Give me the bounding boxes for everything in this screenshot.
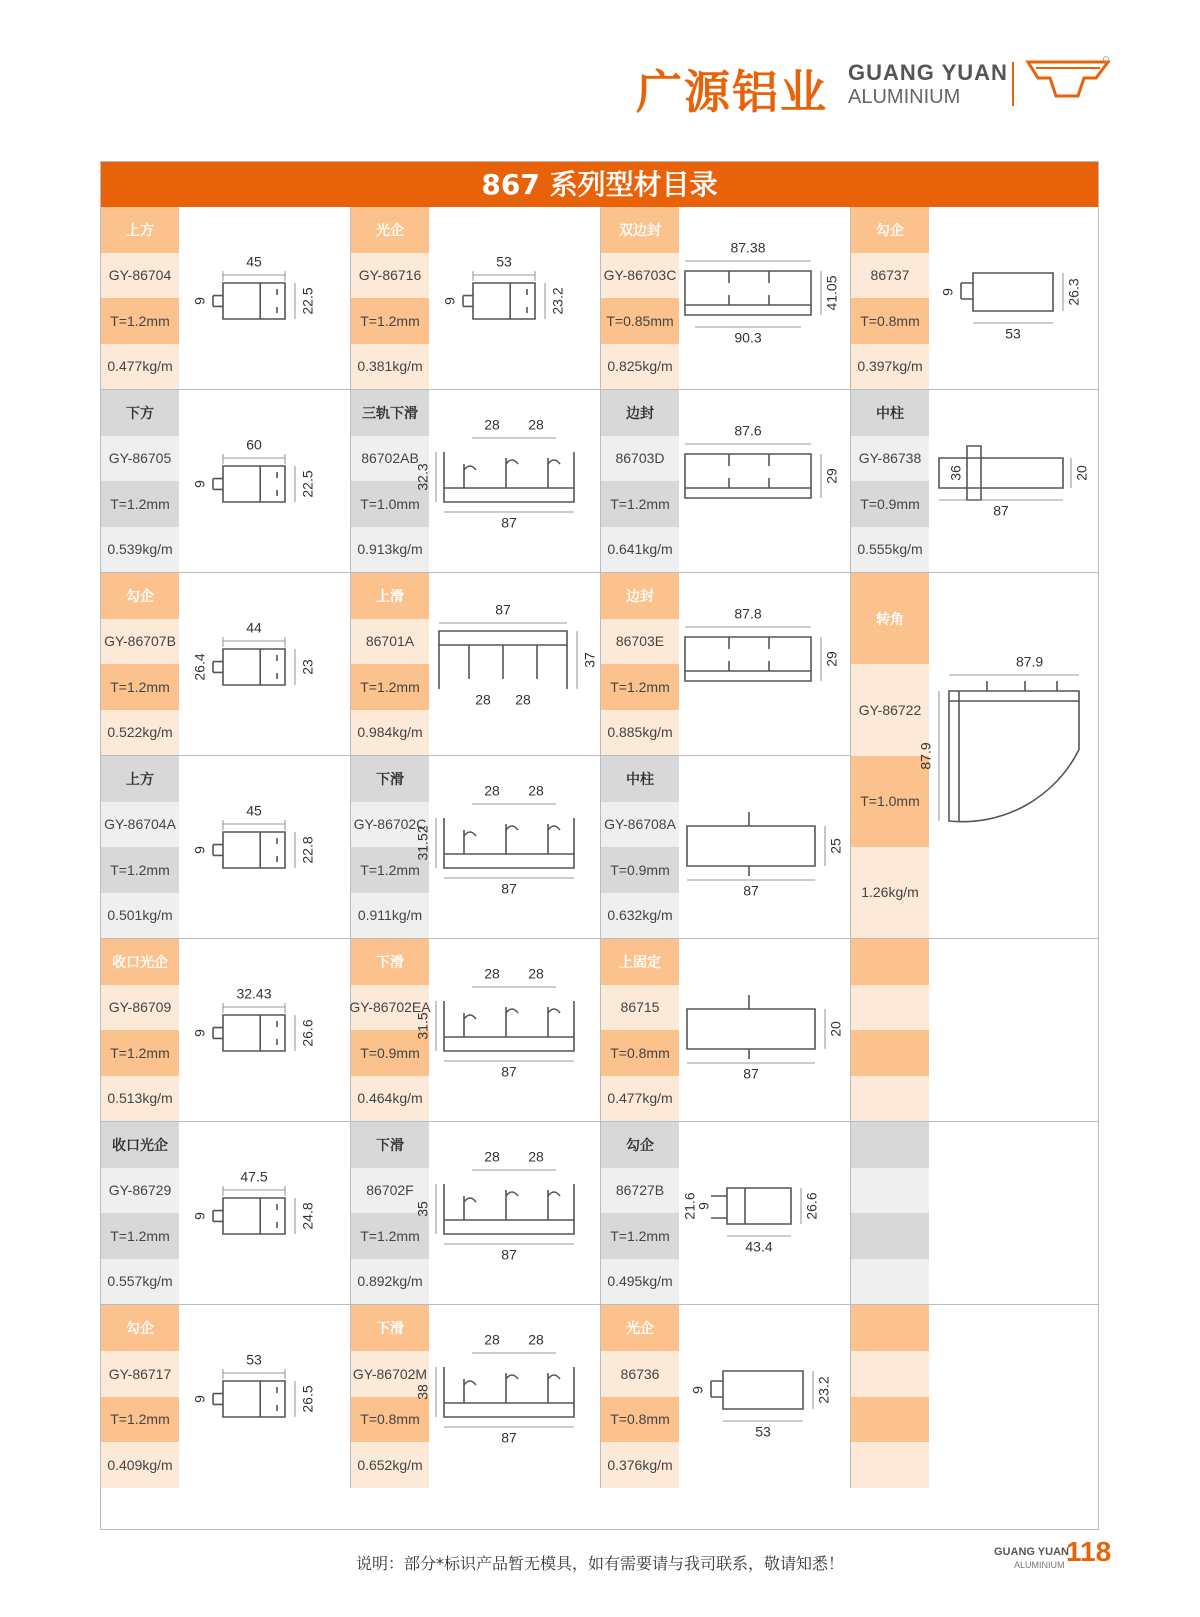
brand-name-en-sub: ALUMINIUM	[848, 86, 961, 108]
profile-thickness: T=1.0mm	[351, 481, 429, 527]
profile-name: 双边封	[601, 207, 679, 253]
dimension-label: 25	[827, 838, 844, 854]
profile-name: 边封	[601, 573, 679, 619]
profile-weight: 0.632kg/m	[601, 893, 679, 939]
profile-weight: 0.495kg/m	[601, 1259, 679, 1305]
profile-drawing	[679, 1122, 850, 1304]
profile-info	[101, 207, 179, 389]
profile-weight: 0.892kg/m	[351, 1259, 429, 1305]
dimension-label: 29	[823, 651, 840, 667]
profile-cell	[351, 390, 601, 573]
profile-drawing	[179, 207, 350, 389]
empty-info-column	[851, 939, 929, 1121]
profile-cell	[351, 207, 601, 390]
profile-name: 勾企	[851, 207, 929, 253]
profile-thickness: T=1.2mm	[351, 664, 429, 710]
page-number: 118	[1066, 1536, 1112, 1567]
profile-code: GY-86738	[851, 436, 929, 482]
profile-section-drawing	[179, 390, 350, 573]
profile-name: 光企	[351, 207, 429, 253]
empty-cell	[851, 1305, 1098, 1488]
dimension-label: 87	[501, 880, 517, 897]
profile-cell	[101, 1122, 351, 1305]
profile-info	[601, 573, 679, 755]
profile-code: GY-86702C	[351, 802, 429, 848]
profile-section-drawing	[414, 756, 600, 939]
dimension-label: 9	[689, 1386, 706, 1394]
brand-name-cn: 广源铝业	[636, 65, 828, 119]
dimension-label: 9	[191, 846, 208, 854]
profile-name: 上方	[101, 756, 179, 802]
profile-code: GY-86708A	[601, 802, 679, 848]
dimension-label: 31.52	[414, 825, 431, 861]
profile-section-drawing	[429, 573, 600, 756]
dimension-label: 87.9	[917, 742, 934, 770]
profile-code: GY-86709	[101, 985, 179, 1031]
profile-cell	[101, 390, 351, 573]
dimension-label: 41.05	[823, 275, 840, 311]
dimension-label: 47.5	[240, 1168, 268, 1185]
profile-section-drawing	[679, 573, 850, 756]
empty-slot	[851, 1213, 929, 1259]
profile-code: GY-86729	[101, 1168, 179, 1214]
dimension-label: 28	[528, 965, 544, 982]
profile-info	[601, 1122, 679, 1304]
empty-cell	[851, 939, 1098, 1122]
profile-weight: 0.376kg/m	[601, 1442, 679, 1488]
profile-weight: 0.513kg/m	[101, 1076, 179, 1122]
profile-drawing	[179, 756, 350, 938]
dimension-label: 28	[484, 965, 500, 982]
profile-section-drawing	[414, 939, 600, 1122]
profile-section-drawing	[179, 573, 350, 756]
profile-name: 勾企	[101, 573, 179, 619]
profile-thickness: T=1.2mm	[601, 664, 679, 710]
dimension-label: 35	[414, 1201, 431, 1217]
profile-weight: 0.464kg/m	[351, 1076, 429, 1122]
profile-weight: 0.913kg/m	[351, 527, 429, 573]
dimension-label: 87	[743, 1065, 759, 1082]
profile-weight: 0.911kg/m	[351, 893, 429, 939]
profile-cell	[351, 1305, 601, 1488]
profile-drawing	[414, 1122, 600, 1304]
dimension-label: 28	[484, 782, 500, 799]
profile-catalog-table	[100, 161, 1099, 1530]
profile-thickness: T=0.8mm	[351, 1397, 429, 1443]
empty-info-column	[851, 1122, 929, 1304]
profile-drawing	[679, 390, 850, 572]
profile-weight: 0.885kg/m	[601, 710, 679, 756]
profile-thickness: T=0.9mm	[851, 481, 929, 527]
profile-cell	[351, 573, 601, 756]
profile-info	[601, 390, 679, 572]
profile-section-drawing	[917, 573, 1100, 939]
footer-brand: GUANG YUAN	[994, 1546, 1069, 1558]
profile-thickness: T=1.2mm	[351, 298, 429, 344]
dimension-label: 9	[191, 1029, 208, 1037]
profile-cell	[601, 939, 851, 1122]
dimension-label: 9	[191, 1395, 208, 1403]
empty-slot	[851, 1168, 929, 1214]
profile-code: GY-86704A	[101, 802, 179, 848]
profile-info	[851, 207, 929, 389]
profile-section-drawing	[179, 1305, 350, 1488]
profile-info	[601, 207, 679, 389]
profile-code: GY-86702EA	[351, 985, 429, 1031]
empty-slot	[851, 1442, 929, 1488]
profile-thickness: T=0.9mm	[601, 847, 679, 893]
profile-info	[101, 573, 179, 755]
profile-cell	[101, 573, 351, 756]
dimension-label: 28	[475, 691, 491, 708]
dimension-label: 87.38	[730, 239, 766, 256]
dimension-label: 9	[939, 288, 956, 296]
profile-code: 86727B	[601, 1168, 679, 1214]
profile-drawing	[179, 939, 350, 1121]
empty-slot	[851, 1030, 929, 1076]
profile-thickness: T=0.8mm	[601, 1397, 679, 1443]
profile-name: 三轨下滑	[351, 390, 429, 436]
profile-name: 下滑	[351, 1305, 429, 1351]
profile-name: 下方	[101, 390, 179, 436]
profile-thickness: T=1.2mm	[101, 664, 179, 710]
empty-slot	[851, 1397, 929, 1443]
profile-section-drawing	[679, 390, 850, 573]
profile-weight: 0.641kg/m	[601, 527, 679, 573]
profile-code: GY-86707B	[101, 619, 179, 665]
dimension-label: 87.8	[734, 605, 762, 622]
dimension-label: 9	[695, 1202, 712, 1210]
empty-cell	[851, 1122, 1098, 1305]
empty-slot	[851, 1305, 929, 1351]
profile-cell	[601, 1305, 851, 1488]
profile-weight: 0.501kg/m	[101, 893, 179, 939]
profile-code: 86702F	[351, 1168, 429, 1214]
profile-section-drawing	[429, 207, 600, 390]
profile-cell	[101, 1305, 351, 1488]
dimension-label: 32.43	[236, 985, 272, 1002]
dimension-label: 53	[246, 1351, 262, 1368]
dimension-label: 23.2	[815, 1376, 832, 1404]
profile-section-drawing	[414, 390, 600, 573]
empty-slot	[851, 1351, 929, 1397]
dimension-label: 23.2	[549, 287, 566, 315]
profile-section-drawing	[679, 939, 850, 1122]
profile-code: GY-86705	[101, 436, 179, 482]
profile-name: 上滑	[351, 573, 429, 619]
profile-cell	[101, 939, 351, 1122]
dimension-label: 45	[246, 253, 262, 270]
profile-info	[851, 390, 929, 572]
profile-weight: 0.477kg/m	[101, 344, 179, 390]
profile-section-drawing	[179, 1122, 350, 1305]
dimension-label: 26.4	[191, 653, 208, 681]
profile-thickness: T=0.9mm	[351, 1030, 429, 1076]
profile-section-drawing	[679, 1305, 850, 1488]
profile-cell	[351, 756, 601, 939]
profile-weight: 1.26kg/m	[851, 847, 929, 938]
dimension-label: 38	[414, 1384, 431, 1400]
profile-code: GY-86722	[851, 664, 929, 755]
dimension-label: 20	[827, 1021, 844, 1037]
profile-weight: 0.557kg/m	[101, 1259, 179, 1305]
profile-section-drawing	[179, 939, 350, 1122]
profile-cell	[101, 207, 351, 390]
dimension-label: 23	[299, 659, 316, 675]
brand-logo-icon	[1026, 56, 1110, 106]
profile-thickness: T=1.2mm	[601, 481, 679, 527]
profile-thickness: T=1.2mm	[101, 298, 179, 344]
profile-info	[351, 207, 429, 389]
profile-weight: 0.381kg/m	[351, 344, 429, 390]
dimension-label: 28	[528, 416, 544, 433]
profile-drawing	[429, 207, 600, 389]
profile-info	[601, 1305, 679, 1488]
profile-name: 中柱	[851, 390, 929, 436]
profile-thickness: T=0.8mm	[601, 1030, 679, 1076]
profile-name: 光企	[601, 1305, 679, 1351]
profile-cell	[351, 939, 601, 1122]
profile-cell	[351, 1122, 601, 1305]
dimension-label: 29	[823, 468, 840, 484]
profile-drawing	[414, 390, 600, 572]
profile-info	[101, 939, 179, 1121]
profile-info	[101, 1122, 179, 1304]
dimension-label: 9	[441, 297, 458, 305]
dimension-label: 9	[191, 480, 208, 488]
profile-weight: 0.825kg/m	[601, 344, 679, 390]
empty-slot	[851, 1259, 929, 1305]
dimension-label: 24.8	[299, 1202, 316, 1230]
dimension-label: 28	[515, 691, 531, 708]
profile-thickness: T=1.2mm	[101, 1030, 179, 1076]
profile-code: 86702AB	[351, 436, 429, 482]
profile-weight: 0.652kg/m	[351, 1442, 429, 1488]
profile-section-drawing	[929, 390, 1100, 573]
profile-section-drawing	[179, 207, 350, 390]
dimension-label: 36	[947, 465, 964, 481]
profile-info	[601, 939, 679, 1121]
profile-info	[101, 1305, 179, 1488]
logo-divider	[1012, 62, 1014, 106]
dimension-label: 26.3	[1065, 278, 1082, 306]
profile-drawing	[679, 207, 850, 389]
dimension-label: 87	[743, 882, 759, 899]
dimension-label: 87	[495, 601, 511, 618]
profile-name: 中柱	[601, 756, 679, 802]
profile-section-drawing	[679, 1122, 850, 1305]
dimension-label: 87	[993, 502, 1009, 519]
dimension-label: 28	[484, 416, 500, 433]
empty-slot	[851, 1122, 929, 1168]
profile-code: GY-86702M	[351, 1351, 429, 1397]
profile-thickness: T=1.0mm	[851, 756, 929, 847]
profile-section-drawing	[679, 756, 850, 939]
dimension-label: 87	[501, 1429, 517, 1446]
profile-weight: 0.397kg/m	[851, 344, 929, 390]
empty-info-column	[851, 1305, 929, 1488]
profile-code: 86703D	[601, 436, 679, 482]
dimension-label: 37	[581, 652, 598, 668]
footer-brand-sub: ALUMINIUM	[1014, 1560, 1065, 1570]
dimension-label: 45	[246, 802, 262, 819]
profile-drawing	[179, 390, 350, 572]
dimension-label: 28	[528, 782, 544, 799]
profile-cell	[101, 756, 351, 939]
profile-drawing	[679, 756, 850, 938]
profile-cell	[601, 390, 851, 573]
profile-info	[601, 756, 679, 938]
dimension-label: 21.6	[681, 1192, 698, 1220]
profile-name: 下滑	[351, 1122, 429, 1168]
dimension-label: 87.9	[1015, 653, 1044, 670]
profile-cell	[601, 1122, 851, 1305]
profile-section-drawing	[414, 1122, 600, 1305]
profile-drawing	[679, 939, 850, 1121]
profile-thickness: T=1.2mm	[601, 1213, 679, 1259]
profile-drawing	[429, 573, 600, 755]
dimension-label: 9	[191, 1212, 208, 1220]
profile-weight: 0.477kg/m	[601, 1076, 679, 1122]
dimension-label: 20	[1073, 465, 1090, 481]
dimension-label: 43.4	[745, 1238, 773, 1255]
profile-weight: 0.522kg/m	[101, 710, 179, 756]
profile-weight: 0.539kg/m	[101, 527, 179, 573]
profile-thickness: T=1.2mm	[101, 1213, 179, 1259]
profile-code: GY-86703C	[601, 253, 679, 299]
profile-code: GY-86704	[101, 253, 179, 299]
dimension-label: 26.6	[803, 1192, 820, 1220]
profile-drawing	[414, 756, 600, 938]
dimension-label: 87	[501, 1246, 517, 1263]
profile-section-drawing	[179, 756, 350, 939]
profile-code: 86701A	[351, 619, 429, 665]
profile-code: GY-86717	[101, 1351, 179, 1397]
profile-name: 勾企	[101, 1305, 179, 1351]
dimension-label: 60	[246, 436, 262, 453]
empty-slot	[851, 1076, 929, 1122]
dimension-label: 28	[484, 1148, 500, 1165]
profile-thickness: T=1.2mm	[101, 847, 179, 893]
dimension-label: 26.5	[299, 1385, 316, 1413]
profile-thickness: T=0.85mm	[601, 298, 679, 344]
profile-info	[351, 573, 429, 755]
profile-section-drawing	[679, 207, 850, 390]
dimension-label: 87	[501, 1063, 517, 1080]
profile-drawing	[179, 1122, 350, 1304]
profile-name: 转角	[851, 573, 929, 664]
profile-thickness: T=1.2mm	[351, 1213, 429, 1259]
profile-cell	[851, 207, 1098, 390]
dimension-label: 22.5	[299, 287, 316, 315]
profile-name: 收口光企	[101, 1122, 179, 1168]
empty-slot	[851, 985, 929, 1031]
dimension-label: 87	[501, 514, 517, 531]
dimension-label: 87.6	[734, 422, 762, 439]
profile-weight: 0.409kg/m	[101, 1442, 179, 1488]
profile-thickness: T=0.8mm	[851, 298, 929, 344]
catalog-title: 867 系列型材目录	[101, 162, 1098, 207]
profile-section-drawing	[414, 1305, 600, 1488]
dimension-label: 53	[1005, 325, 1021, 342]
empty-slot	[851, 939, 929, 985]
profile-cell	[601, 756, 851, 939]
dimension-label: 9	[191, 297, 208, 305]
profile-drawing	[679, 1305, 850, 1488]
dimension-label: 28	[528, 1148, 544, 1165]
profile-cell	[851, 573, 1098, 939]
profile-thickness: T=1.2mm	[101, 1397, 179, 1443]
profile-cell	[601, 573, 851, 756]
profile-name: 收口光企	[101, 939, 179, 985]
profile-cell	[851, 390, 1098, 573]
footer-note: 说明：部分*标识产品暂无模具，如有需要请与我司联系，敬请知悉！	[356, 1554, 845, 1573]
profile-code: 86736	[601, 1351, 679, 1397]
dimension-label: 28	[484, 1331, 500, 1348]
profile-code: GY-86716	[351, 253, 429, 299]
dimension-label: 53	[496, 253, 512, 270]
profile-name: 下滑	[351, 756, 429, 802]
profile-drawing	[414, 1305, 600, 1488]
dimension-label: 26.6	[299, 1019, 316, 1047]
profile-name: 上方	[101, 207, 179, 253]
dimension-label: 28	[528, 1331, 544, 1348]
profile-thickness: T=1.2mm	[351, 847, 429, 893]
profile-name: 下滑	[351, 939, 429, 985]
profile-name: 边封	[601, 390, 679, 436]
dimension-label: 22.5	[299, 470, 316, 498]
brand-name-en: GUANG YUAN	[848, 60, 1008, 85]
dimension-label: 44	[246, 619, 262, 636]
dimension-label: 90.3	[734, 329, 762, 346]
profile-code: 86703E	[601, 619, 679, 665]
dimension-label: 31.5	[414, 1012, 431, 1040]
profile-drawing	[679, 573, 850, 755]
profile-drawing	[179, 1305, 350, 1488]
profile-thickness: T=1.2mm	[101, 481, 179, 527]
profile-drawing	[929, 207, 1100, 389]
dimension-label: 32.3	[414, 463, 431, 491]
profile-cell	[601, 207, 851, 390]
profile-name: 勾企	[601, 1122, 679, 1168]
profile-code: 86737	[851, 253, 929, 299]
profile-drawing	[179, 573, 350, 755]
profile-name: 上固定	[601, 939, 679, 985]
profile-section-drawing	[929, 207, 1100, 390]
profile-drawing	[929, 390, 1100, 572]
profile-weight: 0.555kg/m	[851, 527, 929, 573]
profile-weight: 0.984kg/m	[351, 710, 429, 756]
dimension-label: 53	[755, 1423, 771, 1440]
profile-info	[101, 390, 179, 572]
profile-info	[101, 756, 179, 938]
profile-drawing	[917, 573, 1100, 938]
profile-drawing	[414, 939, 600, 1121]
profile-code: 86715	[601, 985, 679, 1031]
dimension-label: 22.8	[299, 836, 316, 864]
